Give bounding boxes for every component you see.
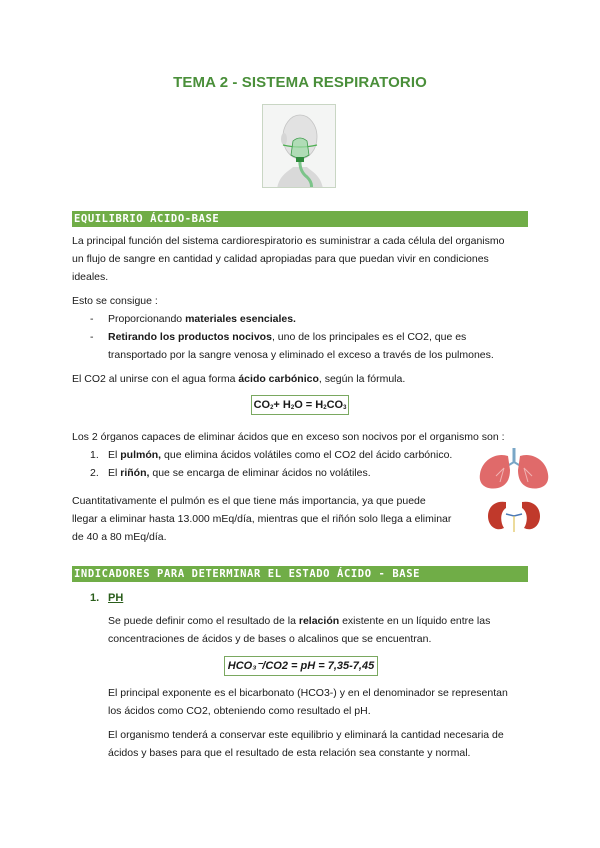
paragraph-line: concentraciones de ácidos y de bases o alcalinos que se encuentran. — [108, 633, 432, 645]
paragraph-line: los ácidos como CO2, obteniendo como resultado el pH. — [108, 705, 371, 717]
section-heading-indicadores: INDICADORES PARA DETERMINAR EL ESTADO ÁCIDO - BASE — [72, 566, 528, 582]
paragraph-line: El CO2 al unirse con el agua forma ácido carbónico, según la fórmula. — [72, 373, 406, 385]
carbonic-acid-formula: $CO_2+ H_2O = H_2CO_3$ — [251, 395, 349, 415]
paragraph-line: Esto se consigue : — [72, 295, 158, 307]
list-item: El pulmón, que elimina ácidos volátiles como el CO2 del ácido carbónico. — [108, 449, 453, 461]
list-item: El riñón, que se encarga de eliminar ácidos no volátiles. — [108, 467, 371, 479]
bullet-dash: - — [90, 331, 94, 343]
paragraph-line: ideales. — [72, 271, 109, 283]
page-title: TEMA 2 - SISTEMA RESPIRATORIO — [173, 74, 427, 91]
paragraph-line: ácidos y bases para que el resultado de esta relación sea constante y normal. — [108, 747, 471, 759]
paragraph-line: de 40 a 80 mEq/día. — [72, 531, 167, 543]
lungs-image — [474, 446, 554, 492]
list-number: 2. — [90, 467, 99, 479]
kidneys-image — [484, 498, 544, 534]
list-number: 1. — [90, 449, 99, 461]
bullet-item-continuation: transportado por la sangre venosa y eliminado el exceso a través de los pulmones. — [108, 349, 494, 361]
section-heading-equilibrio: EQUILIBRIO ÁCIDO-BASE — [72, 211, 528, 227]
paragraph-line: El principal exponente es el bicarbonato (HCO3-) y en el denominador se representan — [108, 687, 508, 699]
paragraph-line: Se puede definir como el resultado de la relación existente en un líquido entre las — [108, 615, 491, 627]
bullet-dash: - — [90, 313, 94, 325]
bullet-item: Retirando los productos nocivos, uno de los principales es el CO2, que es — [108, 331, 467, 343]
oxygen-mask-image — [262, 104, 336, 188]
ph-formula: HCO₃⁻/CO2 = pH = 7,35-7,45 — [224, 656, 378, 676]
paragraph-line: El organismo tenderá a conservar este equilibrio y eliminará la cantidad necesaria de — [108, 729, 504, 741]
list-number: 1. — [90, 592, 100, 604]
paragraph-line: Los 2 órganos capaces de eliminar ácidos que en exceso son nocivos por el organismo son : — [72, 431, 505, 443]
ph-heading: PH — [108, 592, 124, 604]
paragraph-line: La principal función del sistema cardiorespiratorio es suministrar a cada célula del organismo — [72, 235, 505, 247]
paragraph-line: Cuantitativamente el pulmón es el que tiene más importancia, ya que puede — [72, 495, 426, 507]
paragraph-line: llegar a eliminar hasta 13.000 mEq/día, mientras que el riñón solo llega a eliminar — [72, 513, 452, 525]
bullet-item: Proporcionando materiales esenciales. — [108, 313, 296, 325]
paragraph-line: un flujo de sangre en cantidad y calidad apropiadas para que puedan vivir en condiciones — [72, 253, 489, 265]
